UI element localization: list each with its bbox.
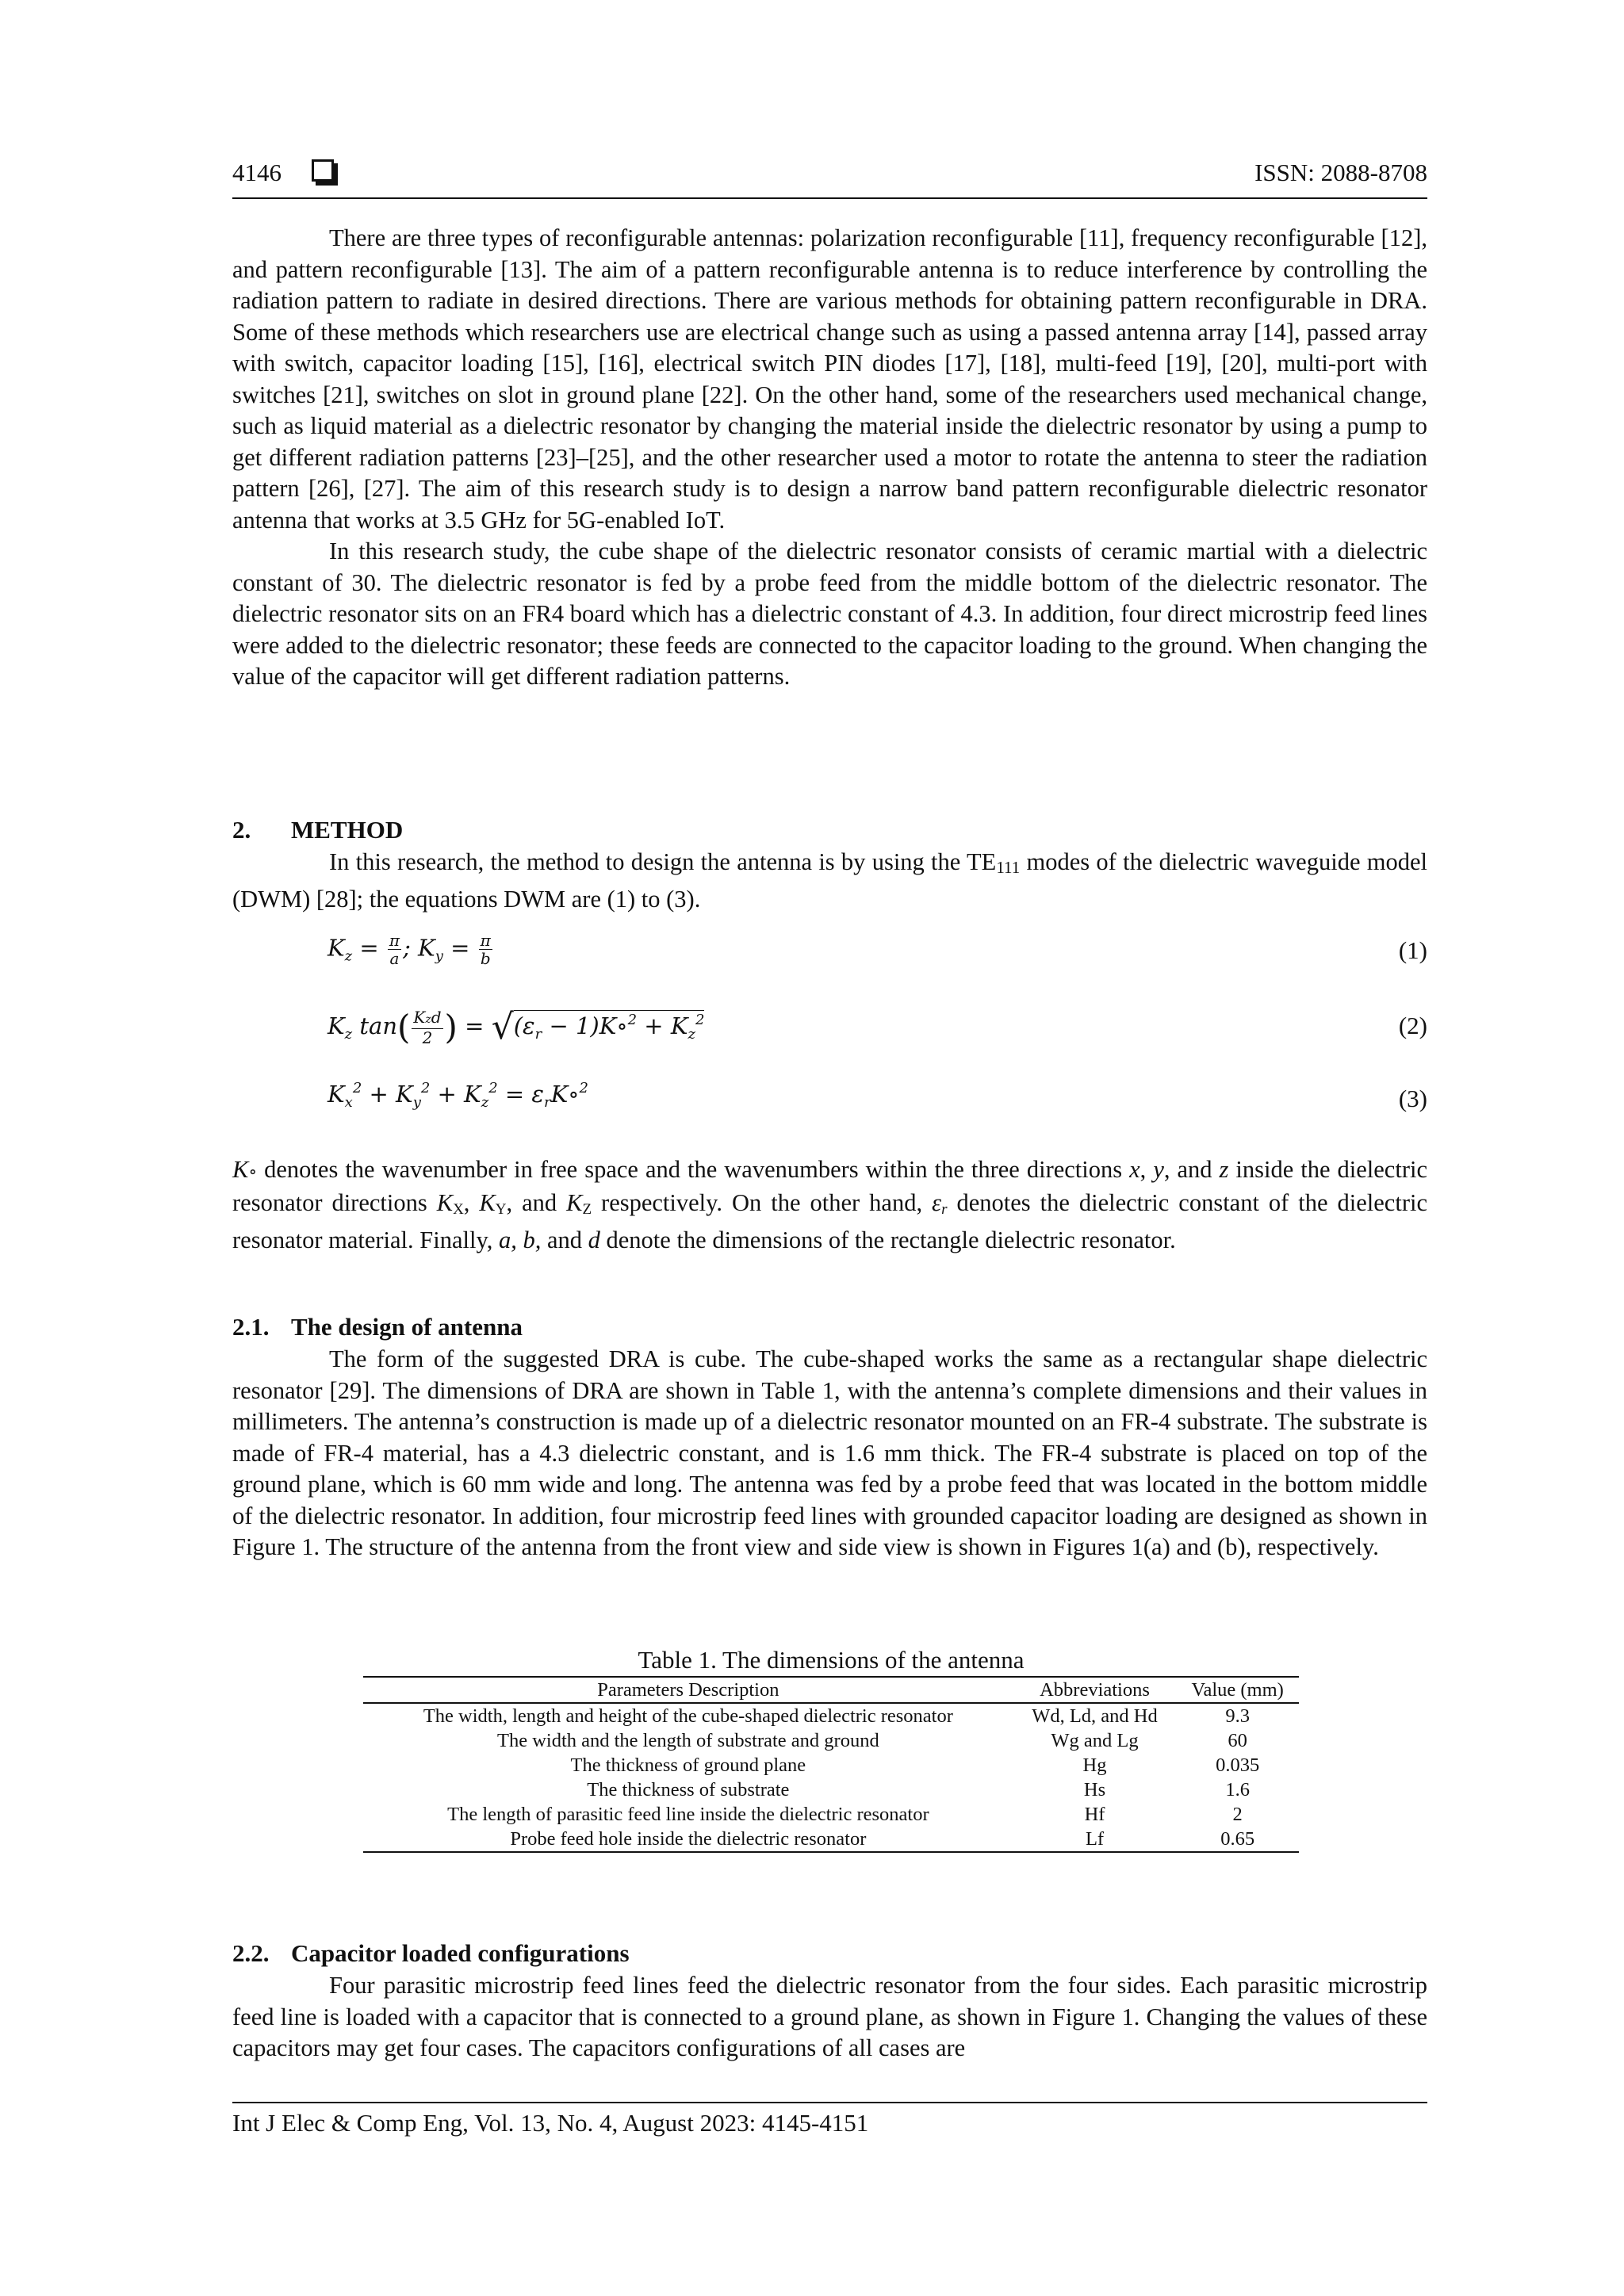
variables-paragraph: K∘ denotes the wavenumber in free space and the wavenumbers within the three directions x, y, and z inside the dielectric resonator directions $K_X$, $K_Y$, and $K_Z$ respectively. On the other hand, $\varepsilon_r$ denotes the dielectric constant of the dielectric resonator material. Finally, a, b, and d denote the dimensions of the rectangle dielectric resonator.: [232, 1156, 1427, 1253]
table-cell: Wg and Lg: [1051, 1730, 1139, 1751]
table-header-row: [363, 1677, 1299, 1703]
column-header: Parameters Description: [363, 1677, 1013, 1703]
column-header: Abbreviations: [1013, 1677, 1177, 1703]
equation-2-expression: $K_z$ tan( $\frac{\text{Kzd}}{2}$ ) = $√(\varepsilon_r$ − 1)K∘$^2$ + $K_z^2$: [327, 1007, 705, 1047]
table-cell: The thickness of substrate: [587, 1779, 790, 1800]
table-row: [363, 1703, 1299, 1728]
equation-3-number: (3): [1398, 1085, 1427, 1112]
table-cell: The width and the length of substrate and ground: [496, 1730, 879, 1751]
table-row: [363, 1827, 1299, 1852]
issn-label: ISSN: 2088-8708: [1254, 159, 1427, 186]
equation-3: [327, 1080, 1427, 1127]
equation-explanation: [232, 1154, 1427, 1257]
table-cell: Hs: [1083, 1779, 1106, 1800]
table-cell: Hf: [1084, 1804, 1105, 1825]
footer-rule: [232, 2102, 1427, 2103]
header-rule: [232, 197, 1427, 199]
section-number: 2.2.: [232, 1939, 270, 1967]
table-cell: The width, length and height of the cube-shaped dielectric resonator: [423, 1705, 953, 1727]
equation-2: [327, 1007, 1427, 1054]
equation-3-expression: $K_x^2 + K_y^2 + K_z^2$ = $\varepsilon_rK\circ^2$: [327, 1080, 588, 1111]
equation-1-expression: $K_z$ = $\frac{\pi}{a}$ ; $K_y$ = $\frac{\pi}{b}$: [327, 931, 491, 968]
section-2-2-heading: [232, 1939, 630, 1968]
page-number: 4146: [232, 159, 282, 186]
section-2-text: [232, 847, 1427, 915]
section-title: The design of antenna: [291, 1313, 523, 1341]
table-row: [363, 1728, 1299, 1753]
table-row: [363, 1753, 1299, 1777]
table-cell: 0.035: [1216, 1755, 1260, 1776]
equation-1: [327, 932, 1427, 979]
intro-paragraph-2: In this research study, the cube shape of the dielectric resonator consists of ceramic martial with a dielectric constant of 30. The dielectric resonator is fed by a probe feed from the middle bottom of the dielectric resonator. The dielectric resonator sits on an FR4 board which has a dielectric constant of 4.3. In addition, four direct microstrip feed lines were added to the dielectric resonator; these feeds are connected to the capacitor loading to the ground. When changing the value of the capacitor will get different radiation patterns.: [232, 538, 1427, 690]
design-paragraph: The form of the suggested DRA is cube. The cube-shaped works the same as a rectangular shape dielectric resonator [29]. The dimensions of DRA are shown in Table 1, with the antenna’s complete dimensions and their values in millimeters. The antenna’s construction is made up of a dielectric resonator mounted on an FR-4 substrate. The substrate is made of FR-4 material, has a 4.3 dielectric constant, and is 1.6 mm thick. The FR-4 substrate is placed on top of the ground plane, which is 60 mm wide and long. The antenna was fed by a probe feed that was located in the bottom middle of the dielectric resonator. In addition, four microstrip feed lines with grounded capacitor loading are designed as shown in Figure 1. The structure of the antenna from the front view and side view is shown in Figures 1(a) and (b), respectively.: [232, 1345, 1427, 1560]
capacitor-paragraph: Four parasitic microstrip feed lines feed the dielectric resonator from the four sides. Each parasitic microstrip feed line is loaded with a capacitor that is connected to a ground plane, as shown in Figure 1. Changing the values of these capacitors may get four cases. The capacitors configurations of all cases are: [232, 1972, 1427, 2061]
table-cell: 2: [1232, 1804, 1243, 1825]
table-cell: 9.3: [1225, 1705, 1250, 1727]
equation-1-number: (1): [1398, 936, 1427, 964]
section-2-heading: [232, 816, 403, 844]
intro-text: [232, 223, 1427, 693]
square-bullet-icon: [312, 159, 334, 182]
column-header: Value (mm): [1176, 1677, 1299, 1703]
section-title: Capacitor loaded configurations: [291, 1939, 630, 1967]
section-2-1-text: [232, 1344, 1427, 1563]
table-cell: Wd, Ld, and Hd: [1032, 1705, 1158, 1727]
page-header: [232, 155, 1427, 190]
section-2-2-text: [232, 1970, 1427, 2064]
table-row: [363, 1777, 1299, 1802]
method-paragraph: In this research, the method to design the antenna is by using the TE111 modes of the dielectric waveguide model (DWM) [28]; the equations DWM are (1) to (3).: [232, 848, 1427, 913]
table-cell: Probe feed hole inside the dielectric resonator: [363, 1827, 1013, 1852]
section-number: 2.1.: [232, 1313, 270, 1341]
dimensions-table: [363, 1676, 1299, 1853]
table-cell: 1.6: [1225, 1779, 1250, 1800]
table-row: [363, 1802, 1299, 1827]
intro-paragraph-1: There are three types of reconfigurable antennas: polarization reconfigurable [11], frequency reconfigurable [12], and pattern reconfigurable [13]. The aim of a pattern reconfigurable antenna is to reduce interference by controlling the radiation pattern to radiate in desired directions. There are various methods for obtaining pattern reconfigurable in DRA. Some of these methods which researchers use are electrical change such as using a passed antenna array [14], passed array with switch, capacitor loading [15], [16], electrical switch PIN diodes [17], [18], multi-feed [19], [20], multi-port with switches [21], switches on slot in ground plane [22]. On the other hand, some of the researchers used mechanical change, such as liquid material as a dielectric resonator by changing the material inside the dielectric resonator by using a pump to get different radiation patterns [23]–[25], and the other researcher used a motor to rotate the antenna to steer the radiation pattern [26], [27]. The aim of this research study is to design a narrow band pattern reconfigurable dielectric resonator antenna that works at 3.5 GHz for 5G-enabled IoT.: [232, 224, 1427, 534]
table-cell: 0.65: [1176, 1827, 1299, 1852]
table-cell: Hg: [1082, 1755, 1107, 1776]
table-cell: The thickness of ground plane: [570, 1755, 806, 1776]
page-footer: Int J Elec & Comp Eng, Vol. 13, No. 4, August 2023: 4145-4151: [232, 2109, 869, 2137]
table-cell: Lf: [1013, 1827, 1177, 1852]
section-title: METHOD: [291, 816, 404, 844]
table-1-caption: Table 1. The dimensions of the antenna: [638, 1646, 1025, 1674]
equation-2-number: (2): [1398, 1012, 1427, 1039]
section-number: 2.: [232, 816, 251, 844]
table-cell: The length of parasitic feed line inside the dielectric resonator: [447, 1804, 929, 1825]
table-cell: 60: [1228, 1730, 1247, 1751]
section-2-1-heading: [232, 1313, 523, 1341]
